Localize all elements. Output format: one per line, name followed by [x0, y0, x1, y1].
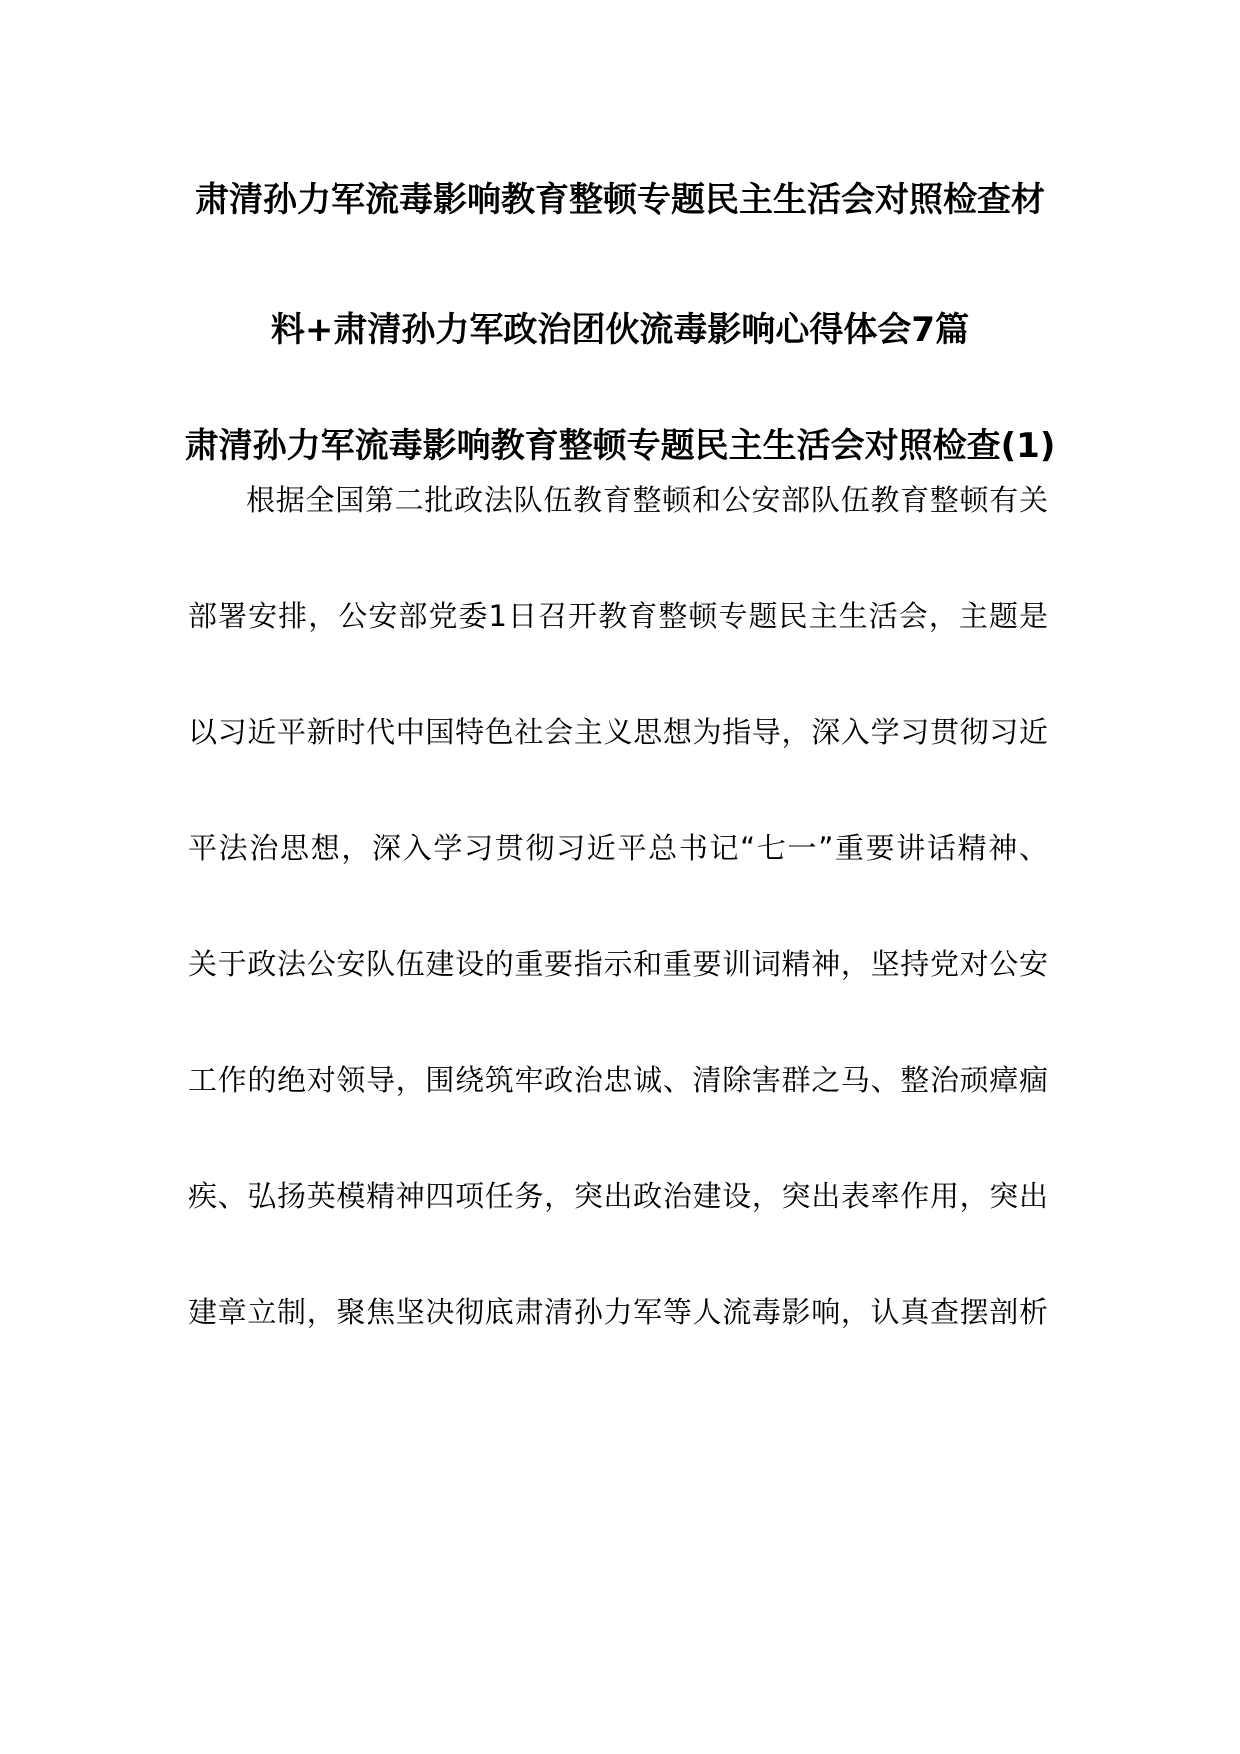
section-heading: 肃清孙力军流毒影响教育整顿专题民主生活会对照检查(1)	[184, 426, 1056, 466]
paragraph-line-6: 工作的绝对领导，围绕筑牢政治忠诚、清除害群之马、整治顽瘴痼	[188, 1063, 1048, 1097]
paragraph-line-1: 根据全国第二批政法队伍教育整顿和公安部队伍教育整顿有关	[246, 483, 1048, 517]
document-title-line-1: 肃清孙力军流毒影响教育整顿专题民主生活会对照检查材	[195, 180, 1045, 220]
document-title-line-2: 料+肃清孙力军政治团伙流毒影响心得体会7篇	[270, 310, 970, 350]
paragraph-line-7: 疾、弘扬英模精神四项任务，突出政治建设，突出表率作用，突出	[188, 1179, 1048, 1213]
paragraph-line-4: 平法治思想，深入学习贯彻习近平总书记“七一”重要讲话精神、	[188, 831, 1048, 865]
paragraph-line-5: 关于政法公安队伍建设的重要指示和重要训词精神，坚持党对公安	[188, 947, 1048, 981]
paragraph-line-3: 以习近平新时代中国特色社会主义思想为指导，深入学习贯彻习近	[188, 715, 1048, 749]
paragraph-line-2: 部署安排，公安部党委1日召开教育整顿专题民主生活会，主题是	[188, 599, 1048, 633]
paragraph-line-8: 建章立制，聚焦坚决彻底肃清孙力军等人流毒影响，认真查摆剖析	[188, 1295, 1048, 1329]
